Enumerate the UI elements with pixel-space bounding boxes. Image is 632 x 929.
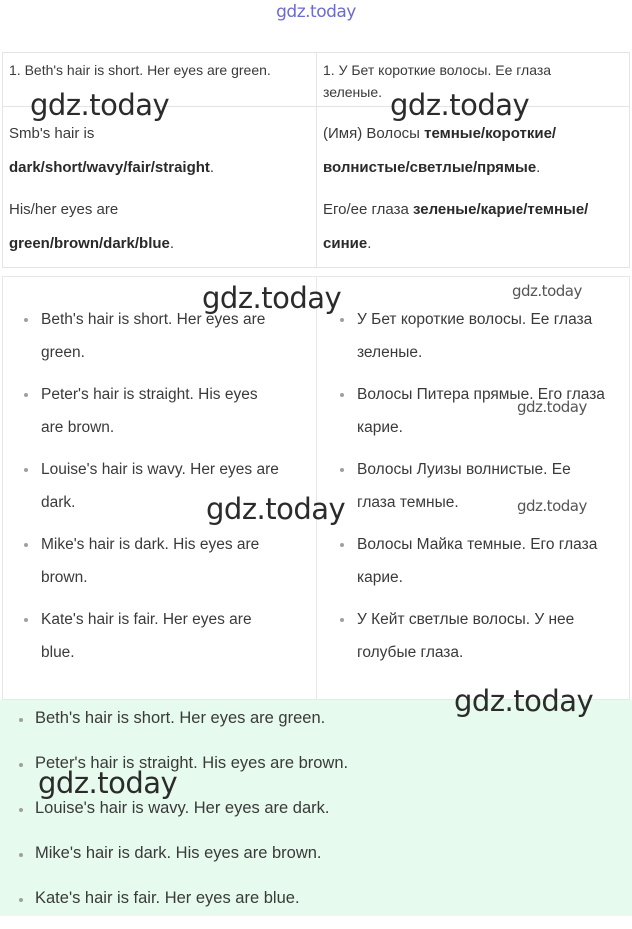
- translation-table: [2, 276, 630, 700]
- list-item: Beth's hair is short. Her eyes are green.: [35, 704, 348, 733]
- watermark: gdz.today: [390, 88, 530, 122]
- bullet: [340, 393, 344, 397]
- list-item: Kate's hair is fair. Her eyes are blue.: [35, 884, 348, 913]
- watermark: gdz.today: [206, 492, 346, 526]
- list-item: Kate's hair is fair. Her eyes are blue.: [41, 603, 311, 669]
- watermark: gdz.today: [30, 88, 170, 122]
- answer-block: [0, 700, 632, 916]
- russian-column: [357, 303, 627, 678]
- row-divider: [3, 106, 629, 107]
- bullet: [340, 468, 344, 472]
- bullet: [19, 763, 23, 767]
- watermark: gdz.today: [517, 497, 587, 515]
- bullet: [340, 618, 344, 622]
- example-ru: 1. У Бет короткие волосы. Ее глаза зеленые.: [323, 62, 552, 100]
- bullet: [19, 718, 23, 722]
- vocabulary-table: [2, 52, 630, 268]
- pattern-hair-ru: (Имя) Волосы темные/короткие/: [323, 125, 557, 142]
- list-item: Louise's hair is wavy. Her eyes are dark.: [41, 453, 311, 519]
- pattern-eyes-ru: Его/ее глаза зеленые/карие/темные/: [323, 201, 589, 218]
- bullet: [340, 318, 344, 322]
- bullet: [19, 898, 23, 902]
- watermark: gdz.today: [202, 281, 342, 315]
- example-en: 1. Beth's hair is short. Her eyes are green.: [9, 62, 271, 78]
- list-item: Волосы Питера прямые. Его глаза карие.: [357, 378, 627, 444]
- pattern-hair-label: Smb's hair is: [9, 125, 95, 142]
- watermark: gdz.today: [454, 684, 594, 718]
- list-item: У Бет короткие волосы. Ее глаза зеленые.: [357, 303, 627, 369]
- list-item: Peter's hair is straight. His eyes are brown.: [35, 749, 348, 778]
- pattern-eyes-ru-options: синие.: [323, 235, 372, 252]
- list-item: У Кейт светлые волосы. У нее голубые глаза.: [357, 603, 627, 669]
- list-item: Волосы Майка темные. Его глаза карие.: [357, 528, 627, 594]
- bullet: [24, 393, 28, 397]
- pattern-hair-ru-options: волнистые/светлые/прямые.: [323, 159, 541, 176]
- bullet: [340, 543, 344, 547]
- list-item: Louise's hair is wavy. Her eyes are dark.: [35, 794, 348, 823]
- bullet: [24, 468, 28, 472]
- pattern-eyes-options: green/brown/dark/blue.: [9, 235, 175, 252]
- list-item: Peter's hair is straight. His eyes are brown.: [41, 378, 311, 444]
- site-logo[interactable]: gdz.today: [276, 2, 356, 22]
- column-divider: [316, 277, 317, 699]
- watermark: gdz.today: [512, 282, 582, 300]
- bullet: [19, 853, 23, 857]
- watermark: gdz.today: [517, 398, 587, 416]
- list-item: Mike's hair is dark. His eyes are brown.: [41, 528, 311, 594]
- list-item: Beth's hair is short. Her eyes are green.: [41, 303, 311, 369]
- bullet: [24, 318, 28, 322]
- english-column: [41, 303, 311, 678]
- pattern-eyes-label: His/her eyes are: [9, 201, 119, 218]
- list-item: Волосы Луизы волнистые. Ее глаза темные.: [357, 453, 627, 519]
- bullet: [19, 808, 23, 812]
- list-item: Mike's hair is dark. His eyes are brown.: [35, 839, 348, 868]
- bullet: [24, 618, 28, 622]
- pattern-hair-options: dark/short/wavy/fair/straight.: [9, 159, 215, 176]
- bullet: [24, 543, 28, 547]
- column-divider: [316, 53, 317, 267]
- watermark: gdz.today: [38, 766, 178, 800]
